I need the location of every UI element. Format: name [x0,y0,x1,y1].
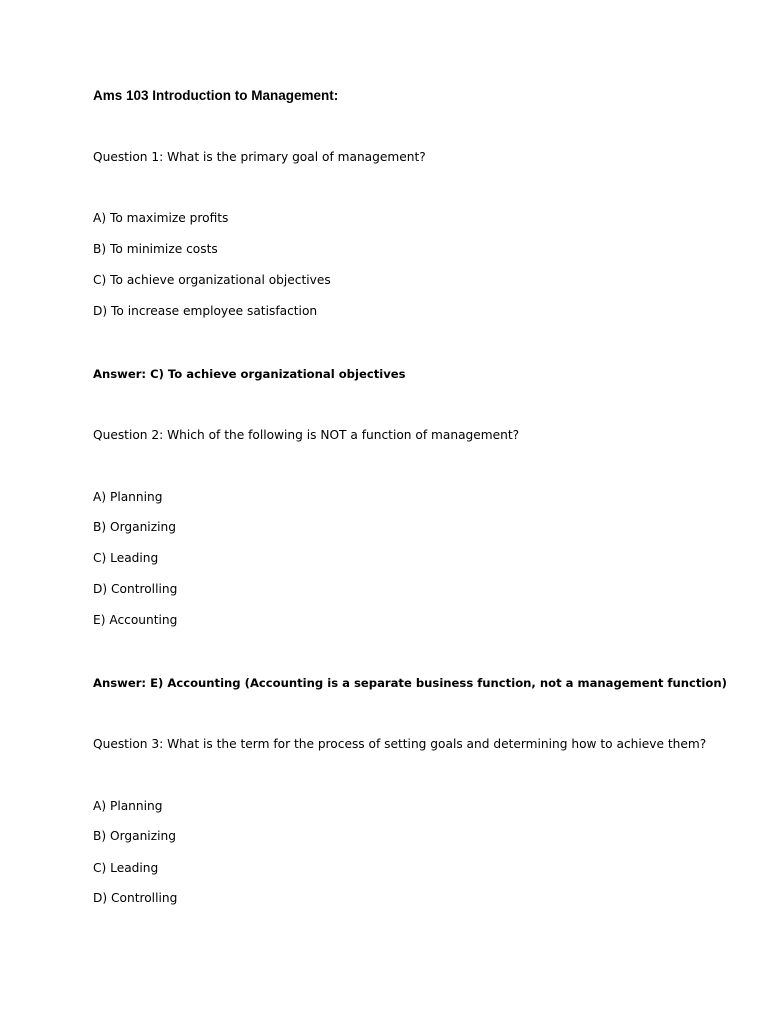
question-3-option-d: D) Controlling [93,891,178,905]
question-3-option-a: A) Planning [93,799,163,813]
question-1-option-c: C) To achieve organizational objectives [93,273,331,287]
question-2-option-d: D) Controlling [93,582,178,596]
question-2-text: Question 2: Which of the following is NOT a function of management? [93,428,520,442]
document-title: Ams 103 Introduction to Management: [93,88,339,103]
question-2-answer: Answer: E) Accounting (Accounting is a separate business function, not a management function) [93,676,727,690]
question-3-option-c: C) Leading [93,861,159,875]
question-1-option-d: D) To increase employee satisfaction [93,304,318,318]
question-2-option-e: E) Accounting [93,613,178,627]
question-3-text: Question 3: What is the term for the process of setting goals and determining how to achieve them? [93,737,707,751]
question-1-text: Question 1: What is the primary goal of management? [93,150,426,164]
question-2-option-a: A) Planning [93,490,163,504]
question-1-option-a: A) To maximize profits [93,211,229,225]
question-2-option-c: C) Leading [93,551,159,565]
question-1-option-b: B) To minimize costs [93,242,218,256]
question-1-answer: Answer: C) To achieve organizational objectives [93,367,406,381]
question-3-option-b: B) Organizing [93,829,176,843]
question-2-option-b: B) Organizing [93,520,176,534]
